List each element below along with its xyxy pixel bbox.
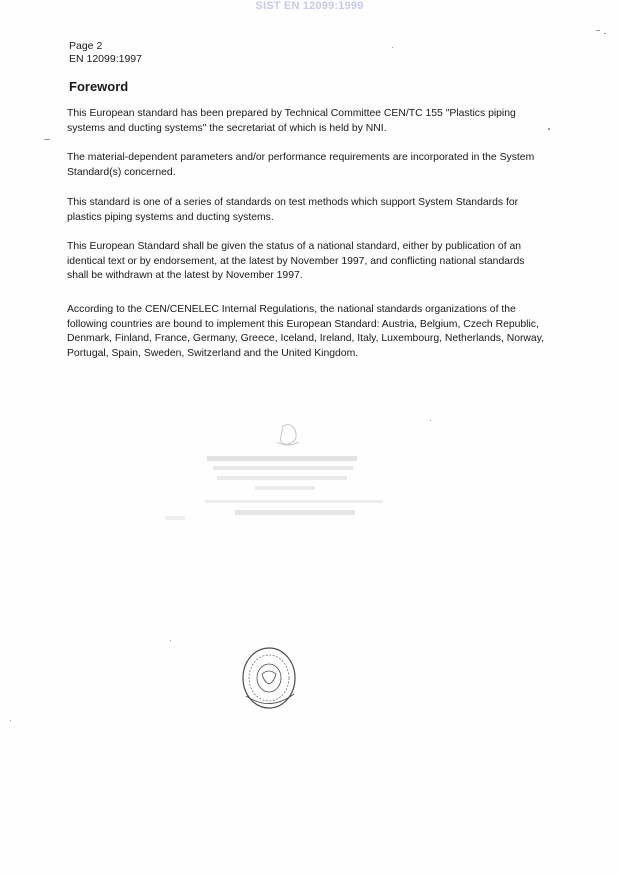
watermark-text: SIST EN 12099:1999 bbox=[255, 0, 364, 12]
paragraph-status: This European Standard shall be given the status of a national standard, either by publication of an identical text or by endorsement, at the latest by November 1997, and conflicting national standards shall be withdrawn at the latest by November 1997. bbox=[67, 241, 525, 281]
paragraph-committee: This European standard has been prepared by Technical Committee CEN/TC 155 "Plastics piping systems and ducting systems" the secretariat of which is held by NNI. bbox=[67, 108, 516, 134]
faded-endorsement-stamp bbox=[165, 420, 395, 540]
scan-speck bbox=[392, 47, 393, 48]
paragraph-series: This standard is one of a series of standards on test methods which support System Standards for plastics piping systems and ducting systems. bbox=[67, 197, 519, 223]
paragraph-parameters: The material-dependent parameters and/or performance requirements are incorporated in the System Standard(s) concerned. bbox=[67, 152, 535, 178]
scan-speck bbox=[604, 33, 606, 34]
scan-speck bbox=[548, 128, 550, 130]
page-header bbox=[69, 40, 142, 66]
page-number: Page 2 bbox=[69, 40, 103, 52]
paragraph-regulations: According to the CEN/CENELEC Internal Regulations, the national standards organizations of the following countries are bound to implement this European Standard: Austria, Belgium, Czech Republic, Denmark, Finland, France, Germany, Greece, Iceland, Ireland, Italy, Luxembourg, Netherlands, Norway, Portugal, Spain, Sweden, Switzerland and the United Kingdom. bbox=[67, 304, 545, 359]
scan-speck bbox=[170, 640, 171, 641]
section-title: Foreword bbox=[69, 79, 129, 94]
scan-speck bbox=[10, 720, 11, 721]
scan-speck bbox=[596, 30, 600, 31]
document-id: EN 12099:1997 bbox=[69, 53, 142, 65]
circular-seal bbox=[240, 644, 300, 712]
scan-speck bbox=[430, 420, 431, 421]
scan-speck bbox=[44, 139, 50, 140]
